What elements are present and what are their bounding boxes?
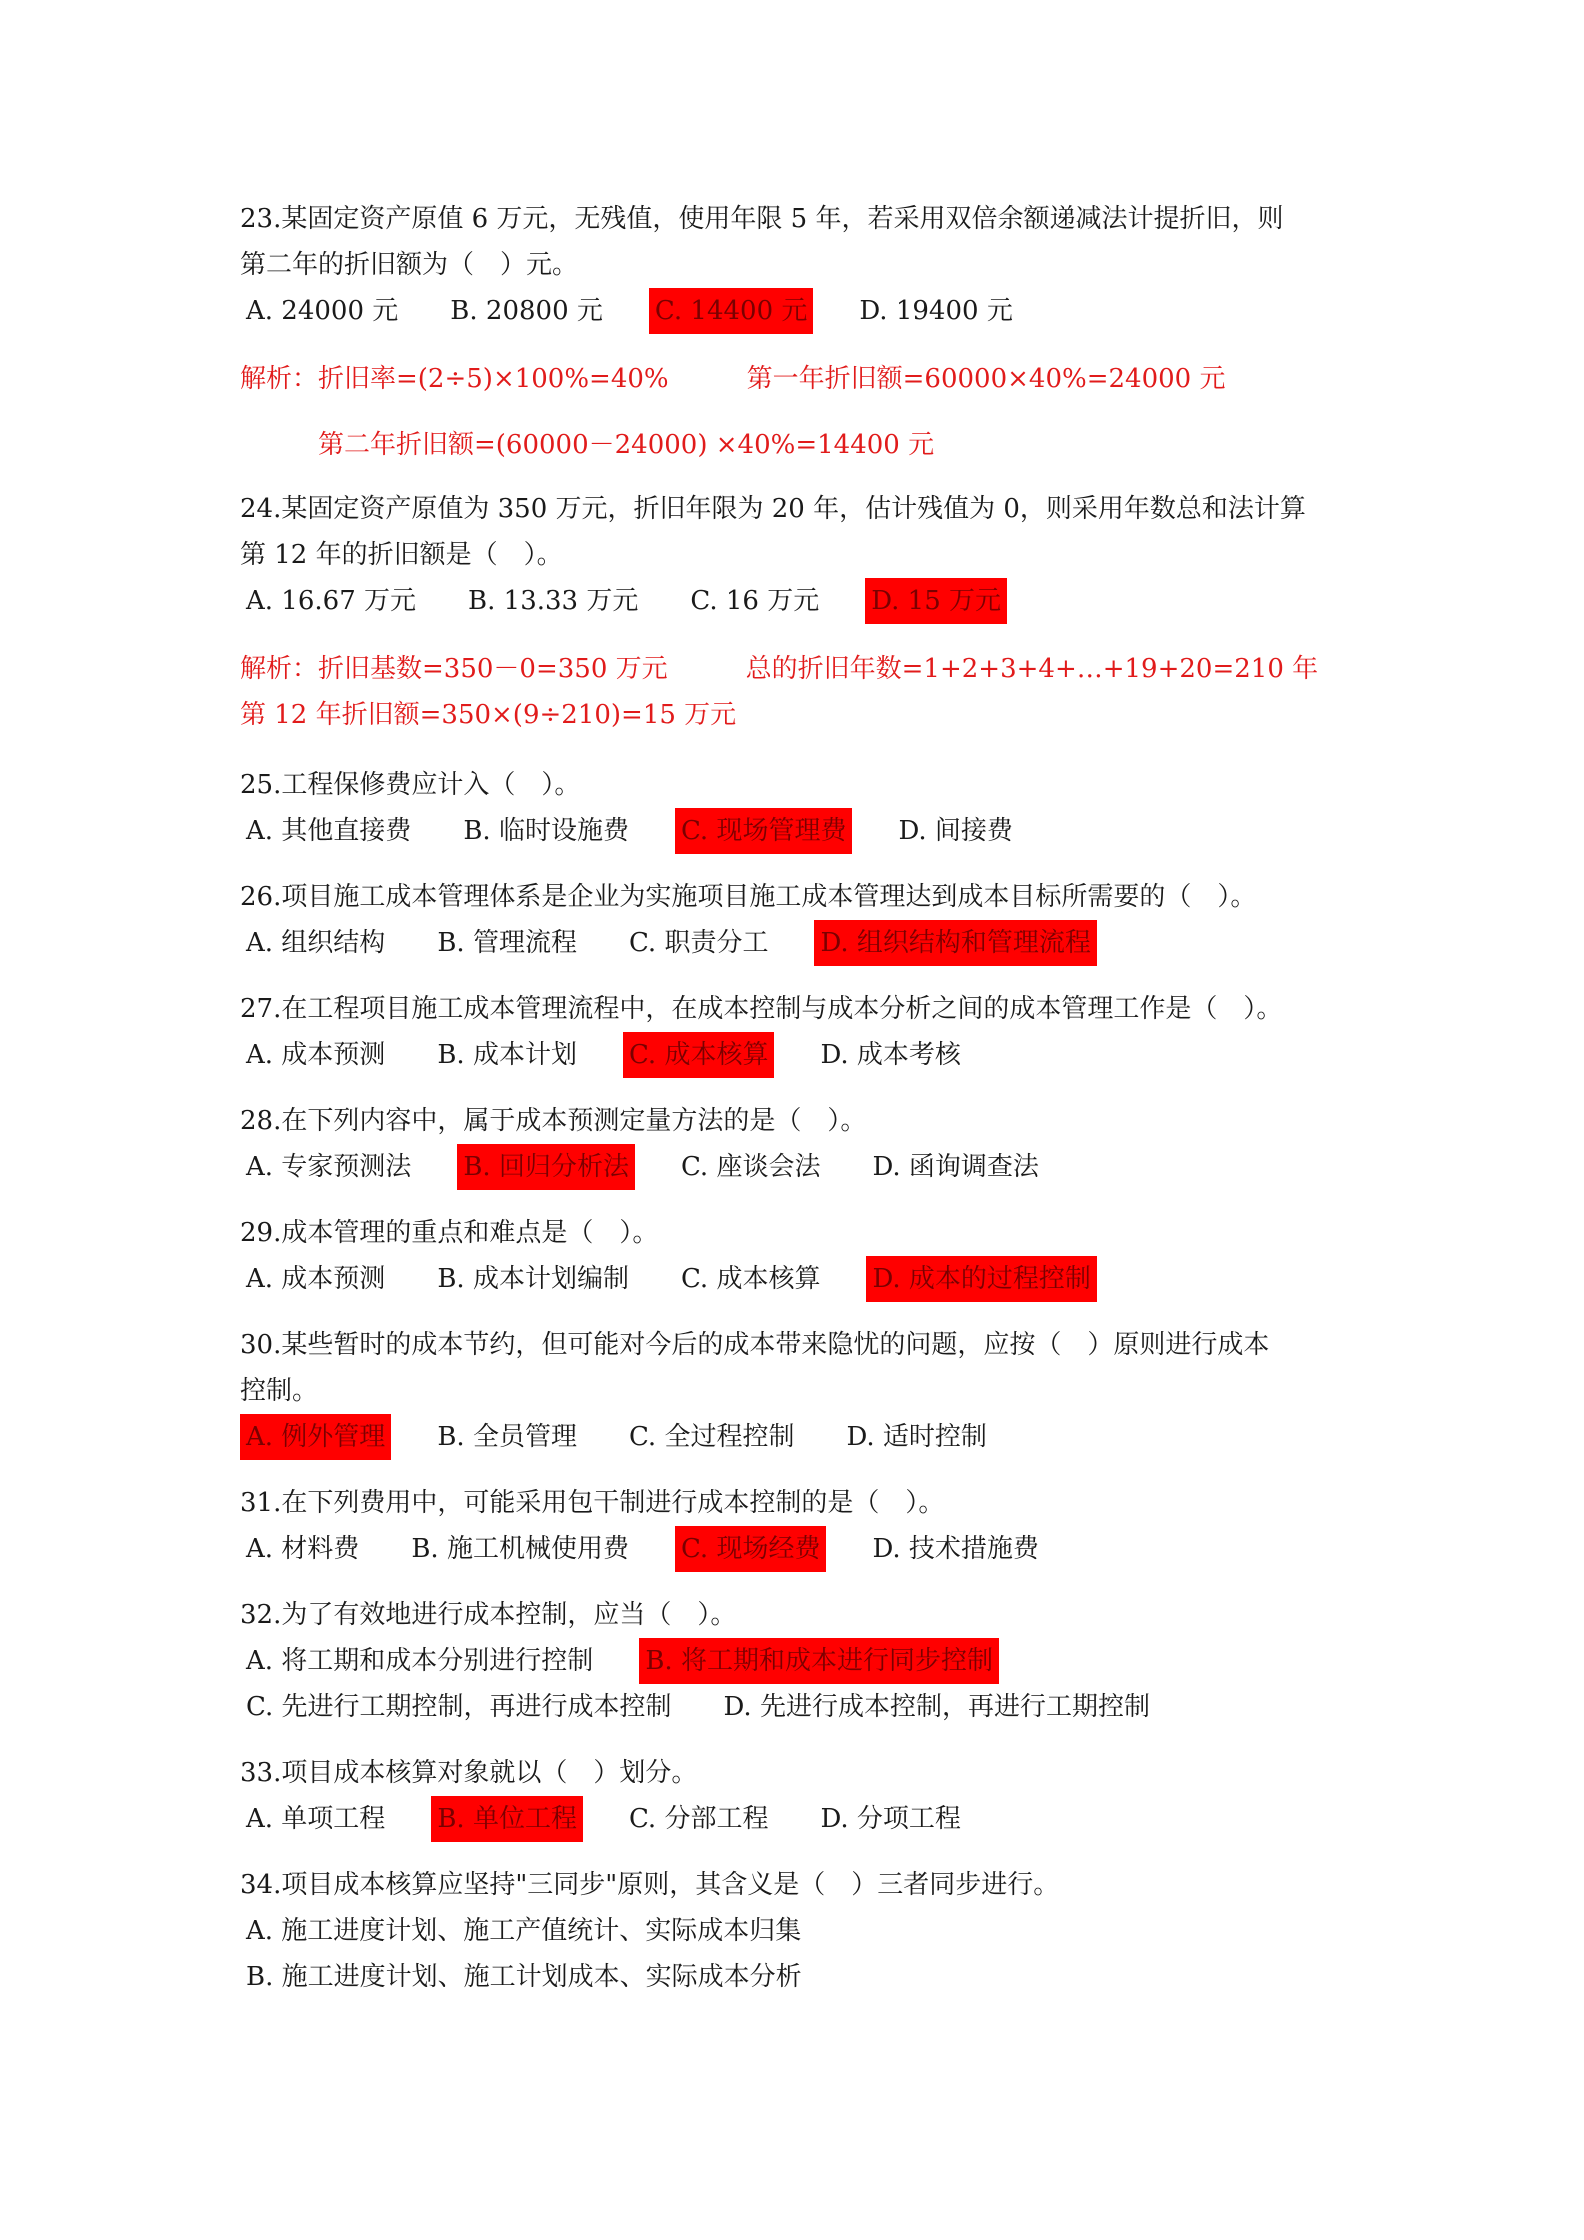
question-28	[240, 1098, 1360, 1190]
option-c: C. 分部工程	[628, 1804, 769, 1834]
option-b: B. 全员管理	[437, 1422, 577, 1452]
option-a: A. 16.67 万元	[246, 586, 417, 616]
option-row	[240, 578, 1360, 624]
question-stem: 32.为了有效地进行成本控制，应当（ ）。	[240, 1600, 737, 1630]
option-a: A. 专家预测法	[246, 1152, 412, 1182]
question-stem: 控制。	[240, 1376, 319, 1406]
question-stem: 23.某固定资产原值 6 万元，无残值，使用年限 5 年，若采用双倍余额递减法计提折旧，则	[240, 204, 1284, 234]
option-d: D. 适时控制	[846, 1422, 987, 1452]
option-c: C. 16 万元	[690, 586, 820, 616]
option-d: D. 成本考核	[820, 1040, 961, 1070]
analysis-line: 解析：折旧率=(2÷5)×100%=40% 第一年折旧额=60000×40%=24000 元	[240, 364, 1226, 394]
option-a: A. 施工进度计划、施工产值统计、实际成本归集	[246, 1916, 802, 1946]
option-d-answer: D. 15 万元	[865, 578, 1007, 624]
option-row	[240, 1526, 1360, 1572]
option-row	[240, 808, 1360, 854]
question-24	[240, 486, 1360, 624]
question-27	[240, 986, 1360, 1078]
option-a: A. 成本预测	[246, 1040, 386, 1070]
question-25	[240, 762, 1360, 854]
option-d: D. 先进行成本控制，再进行工期控制	[723, 1692, 1150, 1722]
option-b: B. 管理流程	[437, 928, 577, 958]
option-b: B. 20800 元	[450, 296, 603, 326]
option-a: A. 组织结构	[246, 928, 386, 958]
option-b-answer: B. 单位工程	[431, 1796, 583, 1842]
question-29	[240, 1210, 1360, 1302]
option-row	[240, 1144, 1360, 1190]
option-b-answer: B. 回归分析法	[457, 1144, 635, 1190]
option-d-answer: D. 成本的过程控制	[866, 1256, 1096, 1302]
option-b: B. 施工进度计划、施工计划成本、实际成本分析	[246, 1962, 802, 1992]
question-stem: 24.某固定资产原值为 350 万元，折旧年限为 20 年，估计残值为 0，则采用年数总和法计算	[240, 494, 1306, 524]
option-c: C. 成本核算	[680, 1264, 821, 1294]
option-b: B. 成本计划	[437, 1040, 577, 1070]
question-stem: 26.项目施工成本管理体系是企业为实施项目施工成本管理达到成本目标所需要的（ ）。	[240, 882, 1257, 912]
option-d: D. 间接费	[898, 816, 1013, 846]
analysis-23	[240, 356, 1225, 468]
option-c-answer: C. 现场经费	[675, 1526, 827, 1572]
option-a-answer: A. 例外管理	[240, 1414, 391, 1460]
question-stem: 29.成本管理的重点和难点是（ ）。	[240, 1218, 659, 1248]
option-row	[240, 1796, 1360, 1842]
option-c: C. 职责分工	[628, 928, 769, 958]
question-stem: 31.在下列费用中，可能采用包干制进行成本控制的是（ ）。	[240, 1488, 945, 1518]
option-row	[240, 1908, 1360, 1954]
question-23	[240, 196, 1360, 334]
option-b: B. 施工机械使用费	[411, 1534, 629, 1564]
option-c-answer: C. 成本核算	[623, 1032, 775, 1078]
option-row	[240, 288, 1360, 334]
question-stem: 30.某些暂时的成本节约，但可能对今后的成本带来隐忧的问题，应按（ ）原则进行成本	[240, 1330, 1270, 1360]
question-stem: 第二年的折旧额为（ ）元。	[240, 250, 579, 280]
option-row	[240, 1954, 1360, 2000]
option-c: C. 座谈会法	[680, 1152, 821, 1182]
question-30	[240, 1322, 1360, 1460]
option-row	[240, 1032, 1360, 1078]
question-32	[240, 1592, 1360, 1730]
option-row	[240, 1256, 1360, 1302]
option-row	[240, 1684, 1360, 1730]
option-a: A. 材料费	[246, 1534, 360, 1564]
question-stem: 34.项目成本核算应坚持"三同步"原则，其含义是（ ）三者同步进行。	[240, 1870, 1060, 1900]
option-row	[240, 1638, 1360, 1684]
option-a: A. 24000 元	[246, 296, 399, 326]
option-row	[240, 1414, 1360, 1460]
question-26	[240, 874, 1360, 966]
question-stem: 27.在工程项目施工成本管理流程中，在成本控制与成本分析之间的成本管理工作是（ ）。	[240, 994, 1283, 1024]
question-34	[240, 1862, 1360, 2000]
question-stem: 25.工程保修费应计入（ ）。	[240, 770, 581, 800]
option-a: A. 其他直接费	[246, 816, 412, 846]
option-d: D. 19400 元	[859, 296, 1013, 326]
question-stem: 第 12 年的折旧额是（ ）。	[240, 540, 563, 570]
option-a: A. 成本预测	[246, 1264, 386, 1294]
option-c-answer: C. 14400 元	[649, 288, 813, 334]
option-c: C. 先进行工期控制，再进行成本控制	[246, 1692, 672, 1722]
question-stem: 28.在下列内容中，属于成本预测定量方法的是（ ）。	[240, 1106, 867, 1136]
question-31	[240, 1480, 1360, 1572]
option-d-answer: D. 组织结构和管理流程	[814, 920, 1096, 966]
option-d: D. 分项工程	[820, 1804, 961, 1834]
option-b-answer: B. 将工期和成本进行同步控制	[639, 1638, 999, 1684]
analysis-line: 解析：折旧基数=350－0=350 万元 总的折旧年数=1+2+3+4+…+19+20=210 年	[240, 654, 1319, 684]
option-b: B. 临时设施费	[463, 816, 629, 846]
option-d: D. 函询调查法	[872, 1152, 1039, 1182]
option-a: A. 将工期和成本分别进行控制	[246, 1646, 594, 1676]
option-c-answer: C. 现场管理费	[675, 808, 853, 854]
option-c: C. 全过程控制	[628, 1422, 795, 1452]
option-b: B. 成本计划编制	[437, 1264, 629, 1294]
analysis-line: 第 12 年折旧额=350×(9÷210)=15 万元	[240, 700, 737, 730]
option-row	[240, 920, 1360, 966]
question-stem: 33.项目成本核算对象就以（ ）划分。	[240, 1758, 698, 1788]
question-33	[240, 1750, 1360, 1842]
analysis-24	[240, 646, 1318, 738]
option-b: B. 13.33 万元	[468, 586, 639, 616]
analysis-line: 第二年折旧额=(60000－24000) ×40%=14400 元	[240, 430, 935, 460]
option-d: D. 技术措施费	[872, 1534, 1039, 1564]
option-a: A. 单项工程	[246, 1804, 386, 1834]
